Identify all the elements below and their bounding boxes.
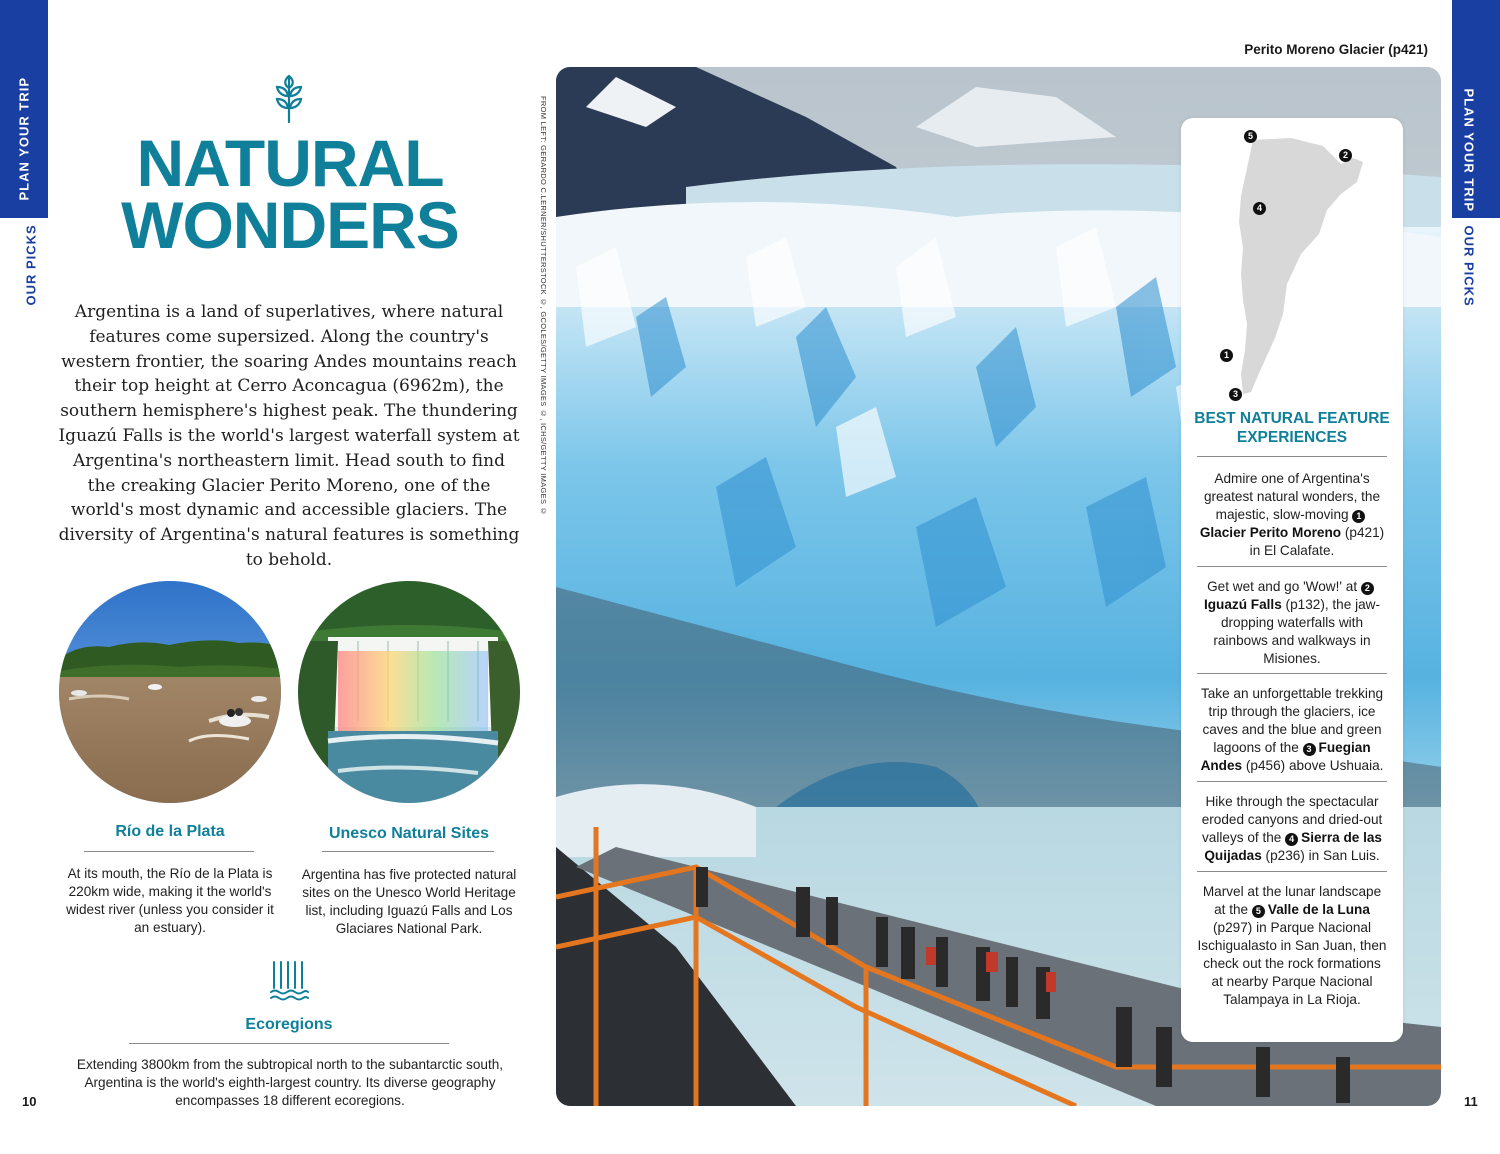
ecoregions-heading: Ecoregions — [245, 1016, 333, 1033]
title-line-2: WONDERS — [121, 188, 459, 262]
ecoregions-text: Extending 3800km from the subtropical north to the subantarctic south, Argentina is the world's eighth-largest country. Its diverse geography encompasses 18 different ecoregions. — [76, 1057, 504, 1108]
number-badge: 1 — [1352, 510, 1365, 523]
feature-name: Glacier Perito Moreno — [1199, 525, 1342, 540]
photo-caption: Perito Moreno Glacier (p421) — [1244, 42, 1428, 57]
unesco-divider — [322, 851, 494, 852]
number-badge: 3 — [1303, 743, 1316, 756]
experience-entry-3: Take an unforgettable trekking trip through the glaciers, ice caves and the blue and green lagoons of the 3 Fuegian Andes (p456) above Ushuaia. — [1197, 685, 1387, 775]
page-number-right: 11 — [1464, 1094, 1478, 1109]
iguazu-falls-photo — [298, 581, 520, 803]
unesco-heading: Unesco Natural Sites — [328, 825, 490, 842]
waterfall-icon — [268, 958, 310, 1002]
experience-entry-4: Hike through the spectacular eroded canyons and dried-out valleys of the 4 Sierra de las Quijadas (p236) in San Luis. — [1197, 793, 1387, 865]
rio-de-la-plata-photo — [59, 581, 281, 803]
rio-de-la-plata-heading: Río de la Plata — [115, 823, 225, 840]
number-badge: 2 — [1361, 582, 1374, 595]
map-marker-4: 4 — [1253, 202, 1266, 215]
intro-paragraph: Argentina is a land of superlatives, where natural features come supersized. Along the country's western frontier, the soaring Andes mountains reach their top height at Cerro Aconcagua (6962m), the southern hemisphere's highest peak. The thundering Iguazú Falls is the world's largest waterfall system at Argentina's northeastern limit. Head south to find the creaking Glacier Perito Moreno, one of the world's most dynamic and accessible glaciers. The diversity of Argentina's natural features is something to behold. — [58, 302, 520, 570]
feature-name: Valle de la Luna — [1267, 902, 1370, 917]
ecoregions-divider — [129, 1043, 449, 1044]
page-number-left: 10 — [22, 1094, 37, 1109]
entry-divider — [1197, 456, 1387, 457]
experience-entry-2: Get wet and go 'Wow!' at 2Iguazú Falls (p132), the jaw-dropping waterfalls with rainbows and walkways in Misiones. — [1197, 578, 1387, 668]
best-experiences-panel — [1181, 118, 1403, 1042]
leaf-icon — [272, 72, 306, 124]
experience-entry-1: Admire one of Argentina's greatest natural wonders, the majestic, slow-moving 1Glacier Perito Moreno (p421) in El Calafate. — [1197, 470, 1387, 560]
entry-divider — [1197, 871, 1387, 872]
title-line-1: NATURAL — [136, 126, 444, 200]
map-marker-3: 3 — [1229, 388, 1242, 401]
experience-entry-5: Marvel at the lunar landscape at the 5 Valle de la Luna (p297) in Parque Nacional Ischigualasto in San Juan, then check out the rock formations at nearby Parque Nacional Talampaya in La Rioja. — [1197, 883, 1387, 1009]
feature-name: Fuegian Andes — [1200, 740, 1371, 773]
photo-credit: FROM LEFT: GERARDO C.LERNER/SHUTTERSTOCK ©, GCOLES/GETTY IMAGES ©, ICHS/GETTY IMAGES © — [539, 96, 548, 516]
our-picks-label-left: OUR PICKS — [23, 224, 39, 306]
unesco-text: Argentina has five protected natural sites on the Unesco World Heritage list, including Iguazú Falls and Los Glaciares National Park. — [301, 867, 517, 936]
plan-your-trip-label-left: PLAN YOUR TRIP — [16, 76, 32, 201]
rio-de-la-plata-text: At its mouth, the Río de la Plata is 220km wide, making it the world's widest river (unless you consider it an estuary). — [66, 866, 274, 935]
page-title — [60, 126, 520, 262]
number-badge: 4 — [1285, 833, 1298, 846]
rio-divider — [84, 851, 254, 852]
panel-title: BEST NATURAL FEATURE EXPERIENCES — [1194, 410, 1390, 446]
map-marker-1: 1 — [1220, 349, 1233, 362]
number-badge: 5 — [1252, 905, 1265, 918]
our-picks-label-right: OUR PICKS — [1461, 225, 1477, 307]
entry-divider — [1197, 566, 1387, 567]
map-marker-5: 5 — [1244, 130, 1257, 143]
entry-divider — [1197, 673, 1387, 674]
feature-name: Sierra de las Quijadas — [1204, 830, 1382, 863]
feature-name: Iguazú Falls — [1203, 597, 1282, 612]
entry-divider — [1197, 781, 1387, 782]
plan-your-trip-label-right: PLAN YOUR TRIP — [1461, 88, 1477, 213]
map-marker-2: 2 — [1339, 149, 1352, 162]
argentina-map — [1191, 124, 1391, 414]
